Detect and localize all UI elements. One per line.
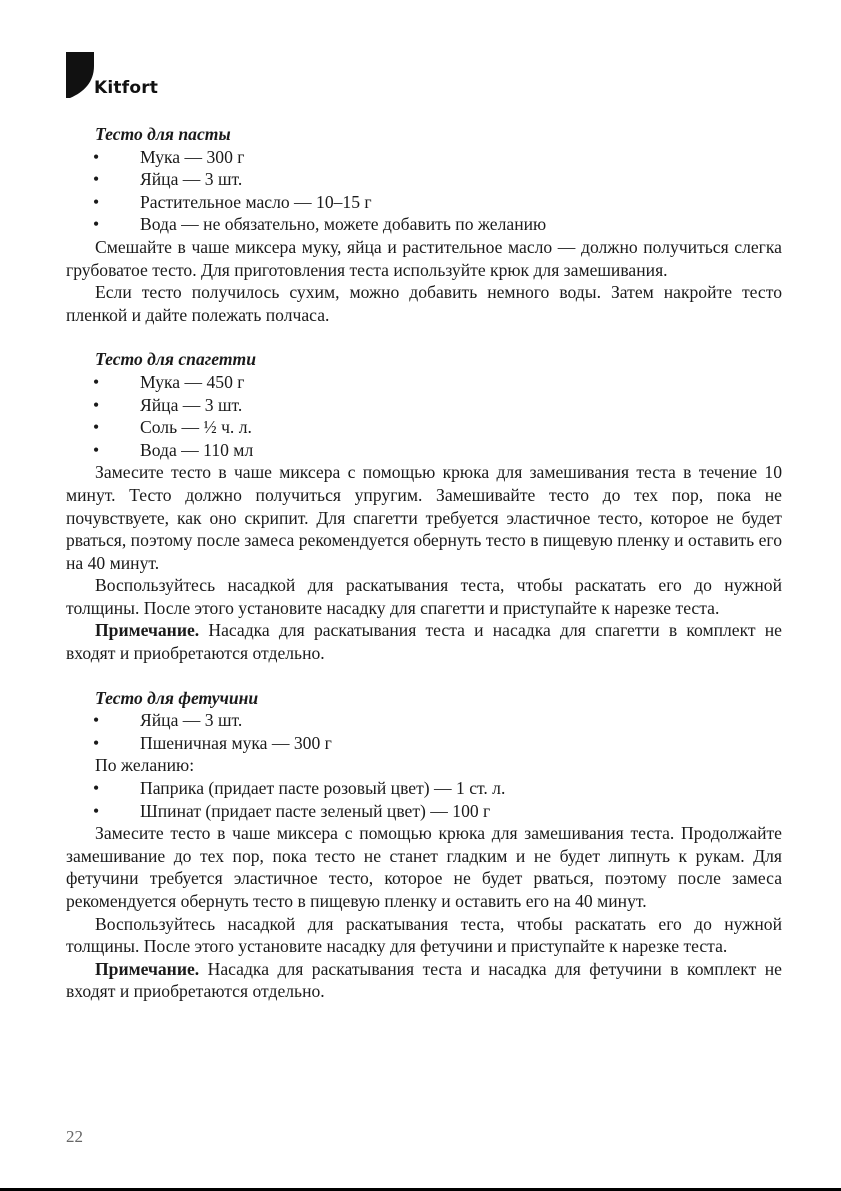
note-text: Насадка для раскатывания теста и насадка для фетучини в комплект не входят и приобретаются отдельно. (66, 958, 782, 1002)
section-title: Тесто для пасты (95, 124, 231, 144)
note-text: Насадка для раскатывания теста и насадка для спагетти в комплект не входят и приобретаются отдельно. (66, 620, 782, 664)
ingredient-item: • Мука — 450 г (66, 371, 782, 394)
kitfort-logo-icon (66, 52, 94, 98)
note-label: Примечание. (95, 958, 200, 979)
brand-name: Kitfort (94, 78, 159, 98)
ingredient-list (66, 371, 782, 461)
ingredient-item: • Паприка (придает пасте розовый цвет) — 1 ст. л. (66, 777, 782, 800)
recipe-section-pasta (66, 123, 782, 326)
note-paragraph (66, 619, 782, 664)
section-title: Тесто для спагетти (95, 349, 256, 370)
ingredient-item: • Пшеничная мука — 300 г (66, 732, 782, 755)
optional-ingredient-list (66, 777, 782, 822)
instruction-paragraph: Замесите тесто в чаше миксера с помощью крюка для замешивания теста. Продолжайте замешивание до тех пор, пока тесто не станет гладким и не будет липнуть к рукам. Для фетучини требуется эластичное тесто, которое не будет рваться, поэтому после замеса рекомендуется обернуть тесто в пищевую пленку и оставить его на 40 минут. (66, 823, 782, 911)
brand-logo (66, 52, 196, 102)
ingredient-list (66, 146, 782, 236)
ingredient-item: • Вода — не обязательно, можете добавить по желанию (66, 213, 782, 236)
ingredient-item: • Шпинат (придает пасте зеленый цвет) — 100 г (66, 800, 782, 823)
ingredient-item: • Соль — ½ ч. л. (66, 416, 782, 439)
recipe-section-fettuccine (66, 687, 782, 1003)
optional-label: По желанию: (95, 755, 195, 776)
section-title: Тесто для фетучини (95, 687, 259, 708)
ingredient-item: • Яйца — 3 шт. (66, 709, 782, 732)
page-number: 22 (66, 1127, 83, 1146)
note-label: Примечание. (95, 620, 200, 641)
ingredient-item: • Яйца — 3 шт. (66, 168, 782, 191)
note-paragraph (66, 958, 782, 1003)
instruction-paragraph: Если тесто получилось сухим, можно добавить немного воды. Затем накройте тесто пленкой и дайте полежать полчаса. (66, 282, 782, 325)
recipe-content (66, 123, 782, 1003)
ingredient-item: • Вода — 110 мл (66, 439, 782, 462)
ingredient-item: • Растительное масло — 10–15 г (66, 191, 782, 214)
instruction-paragraph: Воспользуйтесь насадкой для раскатывания теста, чтобы раскатать его до нужной толщины. После этого установите насадку для фетучини и приступайте к нарезке теста. (66, 913, 782, 957)
instruction-paragraph: Воспользуйтесь насадкой для раскатывания теста, чтобы раскатать его до нужной толщины. После этого установите насадку для спагетти и приступайте к нарезке теста. (66, 575, 782, 618)
ingredient-item: • Мука — 300 г (66, 146, 782, 169)
instruction-paragraph: Смешайте в чаше миксера муку, яйца и растительное масло — должно получиться слегка грубоватое тесто. Для приготовления теста используйте крюк для замешивания. (66, 236, 782, 280)
ingredient-item: • Яйца — 3 шт. (66, 394, 782, 417)
instruction-paragraph: Замесите тесто в чаше миксера с помощью крюка для замешивания теста в течение 10 минут. Тесто должно получиться упругим. Замешивайте тесто до тех пор, пока не почувствуете, как оно скрипит. Для спагетти требуется эластичное тесто, которое не будет рваться, поэтому после замеса рекомендуется обернуть тесто в пищевую пленку и оставить его на 40 минут. (66, 462, 782, 573)
recipe-section-spaghetti (66, 348, 782, 664)
ingredient-list (66, 709, 782, 754)
